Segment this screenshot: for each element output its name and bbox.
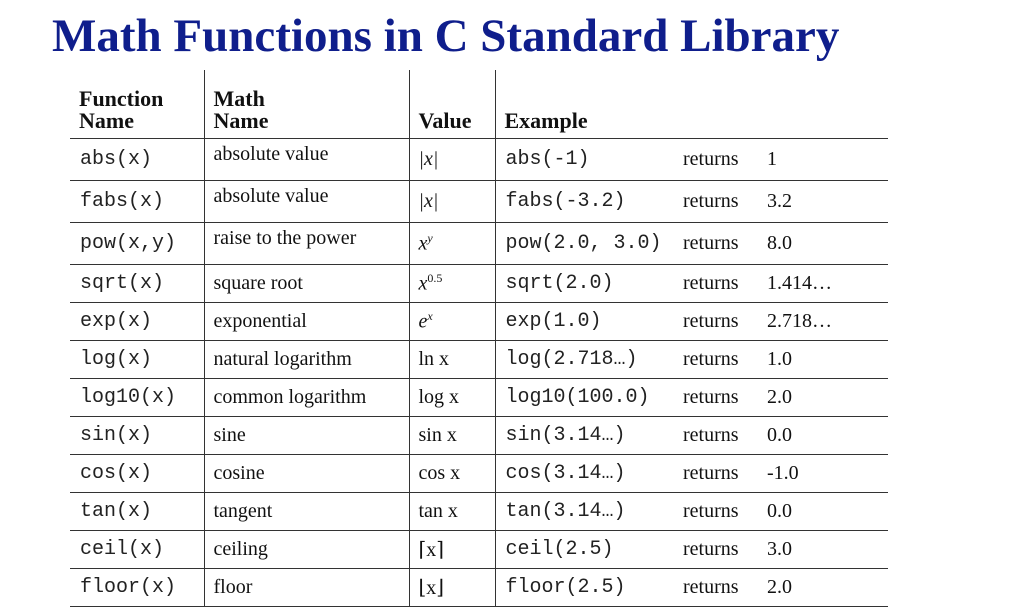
- math-name-cell: ceiling: [204, 531, 409, 569]
- result-cell: 0.0: [767, 417, 888, 455]
- returns-cell: returns: [683, 181, 767, 223]
- value-superscript: y: [427, 231, 433, 246]
- example-cell: floor(2.5): [495, 569, 683, 607]
- value-base: ⌈x⌉: [418, 539, 445, 561]
- header-function-name-line1: Function: [79, 86, 164, 111]
- function-name-cell: cos(x): [70, 455, 204, 493]
- table-row: [70, 417, 888, 455]
- value-cell: [409, 303, 495, 341]
- function-name-cell: exp(x): [70, 303, 204, 341]
- example-cell: sqrt(2.0): [495, 265, 683, 303]
- value-base: x: [418, 232, 428, 255]
- math-name-cell: absolute value: [204, 139, 409, 181]
- header-example: Example: [495, 70, 888, 139]
- value-cell: [409, 181, 495, 223]
- math-name-cell: absolute value: [204, 181, 409, 223]
- example-cell: ceil(2.5): [495, 531, 683, 569]
- table-row: [70, 223, 888, 265]
- returns-cell: returns: [683, 265, 767, 303]
- example-cell: abs(-1): [495, 139, 683, 181]
- table-row: [70, 139, 888, 181]
- header-math-name: [204, 70, 409, 139]
- table-row: [70, 493, 888, 531]
- math-name-cell: raise to the power: [204, 223, 409, 265]
- example-cell: tan(3.14…): [495, 493, 683, 531]
- table-body: [70, 139, 888, 607]
- value-cell: [409, 379, 495, 417]
- result-cell: 2.0: [767, 569, 888, 607]
- value-base: |x|: [418, 190, 439, 212]
- table-row: [70, 341, 888, 379]
- math-name-cell: floor: [204, 569, 409, 607]
- math-functions-table: [70, 70, 888, 607]
- table-row: [70, 455, 888, 493]
- value-base: |x|: [418, 148, 439, 170]
- header-function-name-line2: Name: [79, 108, 134, 133]
- returns-cell: returns: [683, 223, 767, 265]
- result-cell: 1.0: [767, 341, 888, 379]
- math-name-cell: exponential: [204, 303, 409, 341]
- result-cell: 1.414…: [767, 265, 888, 303]
- result-cell: 2.0: [767, 379, 888, 417]
- header-math-name-line1: Math: [213, 86, 265, 111]
- function-name-cell: log(x): [70, 341, 204, 379]
- value-cell: [409, 341, 495, 379]
- returns-cell: returns: [683, 417, 767, 455]
- function-name-cell: tan(x): [70, 493, 204, 531]
- returns-cell: returns: [683, 493, 767, 531]
- result-cell: 0.0: [767, 493, 888, 531]
- result-cell: 3.0: [767, 531, 888, 569]
- value-cell: [409, 417, 495, 455]
- returns-cell: returns: [683, 341, 767, 379]
- returns-cell: returns: [683, 139, 767, 181]
- value-superscript: x: [427, 309, 433, 324]
- example-cell: pow(2.0, 3.0): [495, 223, 683, 265]
- function-name-cell: abs(x): [70, 139, 204, 181]
- table-row: [70, 531, 888, 569]
- result-cell: 2.718…: [767, 303, 888, 341]
- example-cell: log10(100.0): [495, 379, 683, 417]
- value-cell: [409, 223, 495, 265]
- table-row: [70, 181, 888, 223]
- function-name-cell: floor(x): [70, 569, 204, 607]
- header-function-name: [70, 70, 204, 139]
- value-cell: [409, 531, 495, 569]
- value-cell: [409, 569, 495, 607]
- math-name-cell: common logarithm: [204, 379, 409, 417]
- value-base: e: [418, 310, 428, 333]
- result-cell: -1.0: [767, 455, 888, 493]
- function-name-cell: sin(x): [70, 417, 204, 455]
- page-title: Math Functions in C Standard Library: [52, 10, 840, 62]
- example-cell: log(2.718…): [495, 341, 683, 379]
- table-row: [70, 303, 888, 341]
- value-cell: [409, 493, 495, 531]
- value-base: ⌊x⌋: [418, 577, 445, 599]
- function-name-cell: pow(x,y): [70, 223, 204, 265]
- returns-cell: returns: [683, 531, 767, 569]
- table-row: [70, 265, 888, 303]
- table-header-row: [70, 70, 888, 139]
- table-row: [70, 569, 888, 607]
- result-cell: 1: [767, 139, 888, 181]
- math-name-cell: square root: [204, 265, 409, 303]
- value-cell: [409, 455, 495, 493]
- value-base: ln x: [418, 348, 450, 370]
- math-name-cell: sine: [204, 417, 409, 455]
- header-value: Value: [409, 70, 495, 139]
- value-cell: [409, 265, 495, 303]
- function-name-cell: ceil(x): [70, 531, 204, 569]
- result-cell: 8.0: [767, 223, 888, 265]
- returns-cell: returns: [683, 379, 767, 417]
- header-math-name-line2: Name: [213, 108, 269, 133]
- returns-cell: returns: [683, 569, 767, 607]
- math-name-cell: cosine: [204, 455, 409, 493]
- function-name-cell: log10(x): [70, 379, 204, 417]
- example-cell: cos(3.14…): [495, 455, 683, 493]
- value-base: tan x: [418, 500, 458, 522]
- table-row: [70, 379, 888, 417]
- example-cell: sin(3.14…): [495, 417, 683, 455]
- value-superscript: 0.5: [427, 271, 443, 286]
- returns-cell: returns: [683, 303, 767, 341]
- function-name-cell: sqrt(x): [70, 265, 204, 303]
- value-base: sin x: [418, 424, 457, 446]
- value-base: x: [418, 272, 428, 295]
- function-name-cell: fabs(x): [70, 181, 204, 223]
- example-cell: exp(1.0): [495, 303, 683, 341]
- result-cell: 3.2: [767, 181, 888, 223]
- value-base: cos x: [418, 462, 461, 484]
- math-name-cell: natural logarithm: [204, 341, 409, 379]
- value-base: log x: [418, 386, 460, 408]
- returns-cell: returns: [683, 455, 767, 493]
- example-cell: fabs(-3.2): [495, 181, 683, 223]
- math-name-cell: tangent: [204, 493, 409, 531]
- value-cell: [409, 139, 495, 181]
